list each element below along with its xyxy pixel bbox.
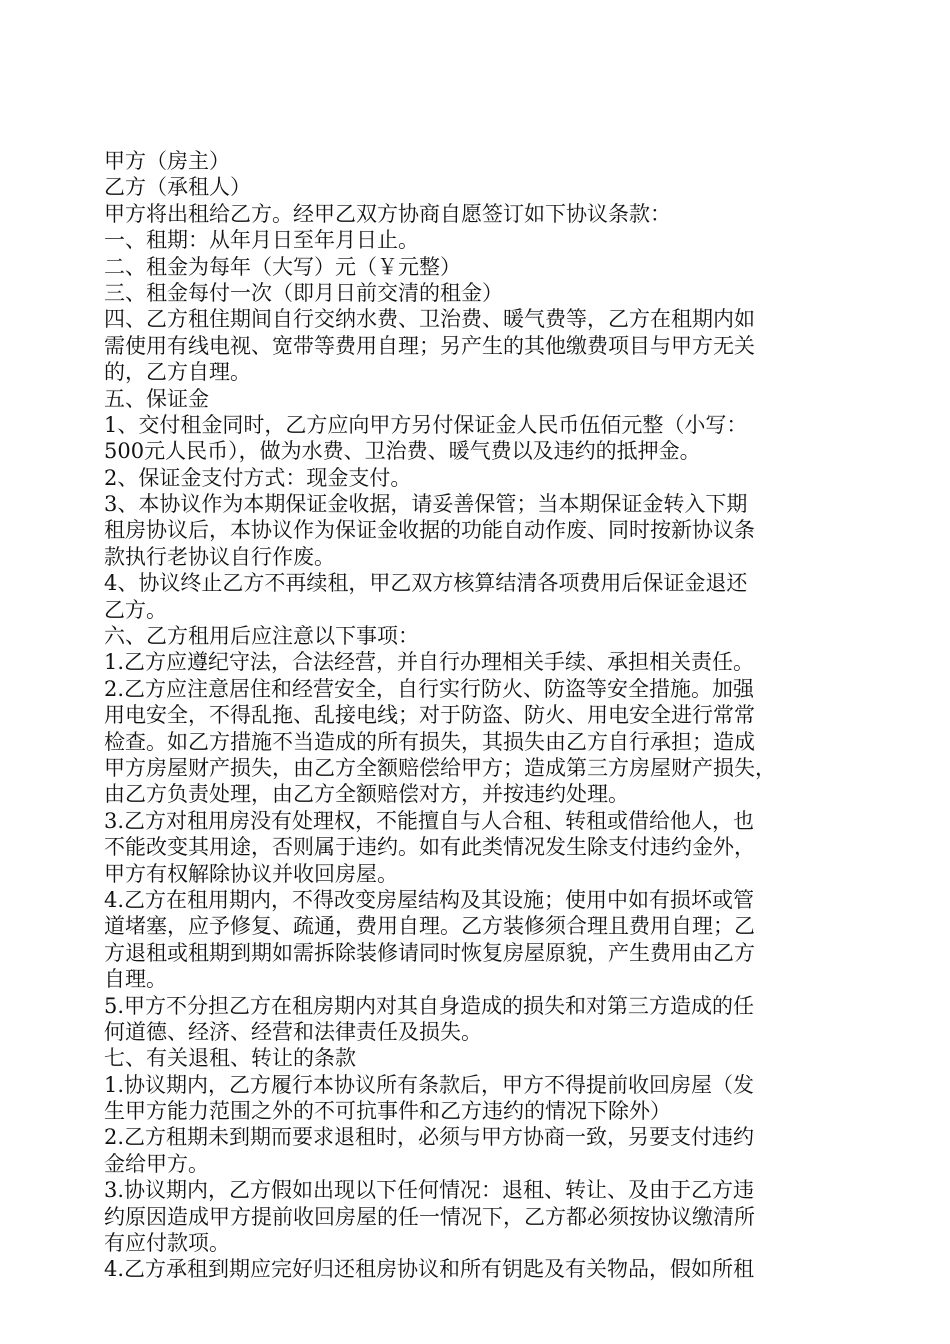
document-line: 1、交付租金同时，乙方应向甲方另付保证金人民币伍佰元整（小写： [104,412,748,437]
document-line: 3、本协议作为本期保证金收据，请妥善保管；当本期保证金转入下期 [104,492,748,517]
document-line: 由乙方负责处理，由乙方全额赔偿对方，并按违约处理。 [104,782,629,807]
document-body [104,148,864,1283]
document-line: 道堵塞，应予修复、疏通，费用自理。乙方装修须合理且费用自理；乙 [104,914,755,939]
document-line: 约原因造成甲方提前收回房屋的任一情况下，乙方都必须按协议缴清所 [104,1204,755,1229]
document-line: 2.乙方应注意居住和经营安全，自行实行防火、防盗等安全措施。加强 [104,676,755,701]
document-line: 自理。 [104,967,167,992]
document-line: 乙方。 [104,597,167,622]
document-line: 4.乙方在租用期内，不得改变房屋结构及其设施；使用中如有损坏或管 [104,887,755,912]
document-line: 1.协议期内，乙方履行本协议所有条款后，甲方不得提前收回房屋（发 [104,1072,755,1097]
document-line: 有应付款项。 [104,1231,230,1256]
document-line: 甲方房屋财产损失，由乙方全额赔偿给甲方；造成第三方房屋财产损失， [104,755,776,780]
document-line: 500元人民币），做为水费、卫治费、暖气费以及违约的抵押金。 [104,439,701,464]
document-line: 方退租或租期到期如需拆除装修请同时恢复房屋原貌，产生费用由乙方 [104,940,755,965]
document-line: 七、有关退租、转让的条款 [104,1046,356,1071]
document-line: 需使用有线电视、宽带等费用自理；另产生的其他缴费项目与甲方无关 [104,333,755,358]
document-line: 一、租期：从年月日至年月日止。 [104,228,419,253]
document-line: 甲方（房主） [104,149,230,173]
document-line: 何道德、经济、经营和法律责任及损失。 [104,1019,482,1044]
document-line: 生甲方能力范围之外的不可抗事件和乙方违约的情况下除外） [104,1099,671,1124]
document-line: 4、协议终止乙方不再续租，甲乙双方核算结清各项费用后保证金退还 [104,571,748,596]
document-line: 金给甲方。 [104,1151,209,1176]
document-line: 乙方（承租人） [104,175,251,200]
document-line: 用电安全，不得乱拖、乱接电线；对于防盗、防火、用电安全进行常常 [104,703,755,728]
document-line: 甲方有权解除协议并收回房屋。 [104,861,398,886]
document-line: 甲方将出租给乙方。经甲乙双方协商自愿签订如下协议条款： [104,201,671,226]
document-line: 4.乙方承租到期应完好归还租房协议和所有钥匙及有关物品，假如所租 [104,1257,755,1282]
document-line: 租房协议后，本协议作为保证金收据的功能自动作废、同时按新协议条 [104,518,755,543]
document-line: 三、租金每付一次（即月日前交清的租金） [104,280,503,305]
document-line: 2、保证金支付方式：现金支付。 [104,465,412,490]
document-line: 3.乙方对租用房没有处理权，不能擅自与人合租、转租或借给他人，也 [104,808,755,833]
document-line: 5.甲方不分担乙方在租房期内对其自身造成的损失和对第三方造成的任 [104,993,755,1018]
document-line: 五、保证金 [104,386,209,411]
document-line: 1.乙方应遵纪守法，合法经营，并自行办理相关手续、承担相关责任。 [104,650,755,675]
document-line: 二、租金为每年（大写）元（￥元整） [104,254,461,279]
document-line: 的，乙方自理。 [104,360,251,385]
document-line: 款执行老协议自行作废。 [104,544,335,569]
document-line: 2.乙方租期未到期而要求退租时，必须与甲方协商一致，另要支付违约 [104,1125,755,1150]
document-line: 检查。如乙方措施不当造成的所有损失，其损失由乙方自行承担；造成 [104,729,755,754]
document-line: 3.协议期内，乙方假如出现以下任何情况：退租、转让、及由于乙方违 [104,1178,755,1203]
document-line: 不能改变其用途，否则属于违约。如有此类情况发生除支付违约金外， [104,835,755,860]
document-line: 四、乙方租住期间自行交纳水费、卫治费、暖气费等，乙方在租期内如 [104,307,755,332]
document-line: 六、乙方租用后应注意以下事项： [104,624,419,649]
